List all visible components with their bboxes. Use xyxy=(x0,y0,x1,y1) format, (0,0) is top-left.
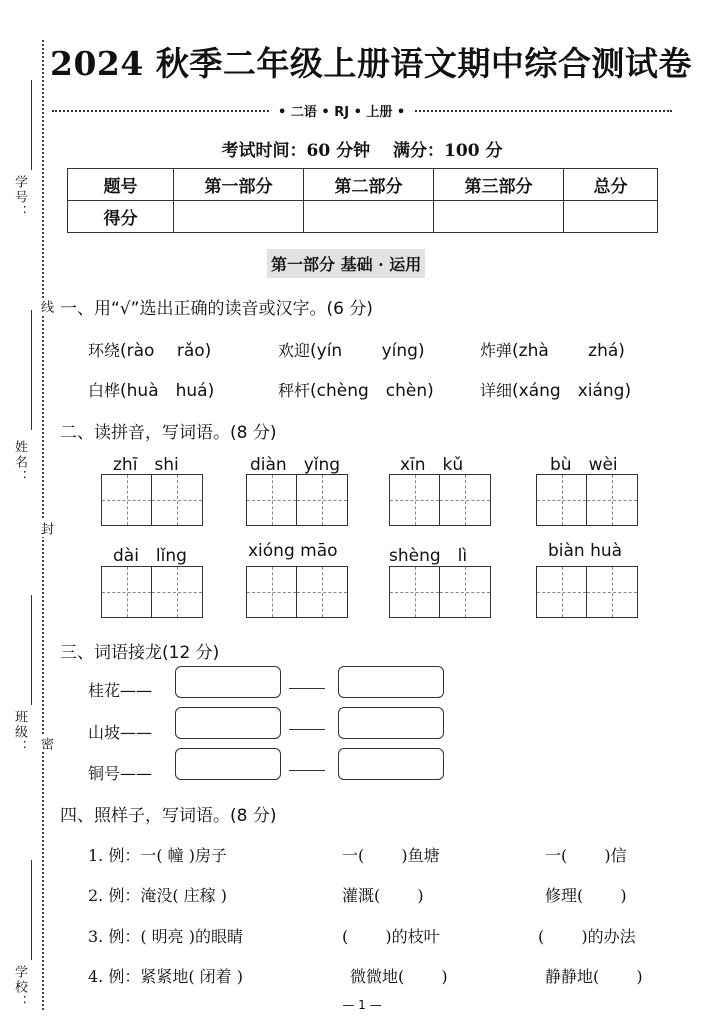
pinyin-label: shèng lì xyxy=(389,546,468,566)
pinyin-label: diàn yǐng xyxy=(250,455,341,475)
school-line xyxy=(31,860,32,960)
grid-cell[interactable] xyxy=(247,567,297,617)
part1-heading: 第一部分 基础 · 运用 xyxy=(267,249,425,278)
q4-blank[interactable]: 修理( ) xyxy=(545,886,627,905)
q1-item xyxy=(88,376,214,401)
score-cell[interactable] xyxy=(304,201,434,233)
score-table-score-row xyxy=(68,201,658,233)
q4-blank[interactable]: ( )的办法 xyxy=(538,927,636,946)
writing-grid[interactable] xyxy=(536,474,638,526)
grid-cell[interactable] xyxy=(440,567,490,617)
q1-word: 欢迎 xyxy=(278,341,311,360)
question-1-title: 一、用“√”选出正确的读音或汉字。(6 分) xyxy=(60,299,373,319)
exam-info: 考试时间：60 分钟 满分：100 分 xyxy=(221,141,503,161)
answer-box[interactable] xyxy=(338,748,444,780)
pinyin-label: bù wèi xyxy=(550,455,618,475)
q1-options[interactable]: (rào rǎo) xyxy=(120,341,212,361)
grid-cell[interactable] xyxy=(152,475,202,525)
question-3-title: 三、词语接龙(12 分) xyxy=(60,643,220,663)
connector-dash xyxy=(289,770,325,771)
pinyin-label: dài lǐng xyxy=(113,546,187,566)
writing-grid[interactable] xyxy=(246,474,348,526)
score-cell[interactable] xyxy=(174,201,304,233)
answer-box[interactable] xyxy=(175,707,281,739)
q4-blank[interactable]: 微微地( ) xyxy=(350,967,448,986)
q1-options[interactable]: (huà huá) xyxy=(120,381,215,401)
q4-blank[interactable]: 一( )信 xyxy=(545,846,627,865)
name-line xyxy=(31,310,32,430)
q1-word: 炸弹 xyxy=(480,341,513,360)
score-header-cell: 总分 xyxy=(564,169,658,201)
class-line xyxy=(31,595,32,705)
q1-options[interactable]: (chèng chèn) xyxy=(310,381,434,401)
connector-dash xyxy=(289,729,325,730)
grid-cell[interactable] xyxy=(102,475,152,525)
connector-dash xyxy=(289,688,325,689)
q1-word: 环绕 xyxy=(88,341,121,360)
score-cell[interactable] xyxy=(434,201,564,233)
q1-options[interactable]: (xáng xiáng) xyxy=(512,381,632,401)
score-header-cell: 题号 xyxy=(68,169,174,201)
q1-item xyxy=(278,376,434,401)
q1-item xyxy=(480,336,625,361)
q4-example: 4. 例：紧紧地( 闭着 ) xyxy=(88,967,244,986)
chain-start-word: 桂花—— xyxy=(88,681,153,700)
writing-grid[interactable] xyxy=(389,474,491,526)
page-number: — 1 — xyxy=(342,998,382,1012)
q1-word: 秤杆 xyxy=(278,381,311,400)
q4-blank[interactable]: 灌溉( ) xyxy=(342,886,424,905)
pinyin-label: xióng māo xyxy=(248,541,338,561)
q1-item xyxy=(480,376,631,401)
q1-options[interactable]: (zhà zhá) xyxy=(512,341,625,361)
score-header-cell: 第三部分 xyxy=(434,169,564,201)
q1-word: 白桦 xyxy=(88,381,121,400)
writing-grid[interactable] xyxy=(246,566,348,618)
answer-box[interactable] xyxy=(175,666,281,698)
answer-box[interactable] xyxy=(338,666,444,698)
score-header-cell: 第一部分 xyxy=(174,169,304,201)
subtitle: • 二语 • RJ • 上册 • xyxy=(270,101,413,120)
pinyin-label: xīn kǔ xyxy=(400,455,464,475)
grid-cell[interactable] xyxy=(247,475,297,525)
score-header-cell: 第二部分 xyxy=(304,169,434,201)
grid-cell[interactable] xyxy=(587,567,637,617)
q1-item xyxy=(278,336,425,361)
score-table xyxy=(67,168,658,233)
score-row-label: 得分 xyxy=(68,201,174,233)
q4-blank[interactable]: 静静地( ) xyxy=(545,967,643,986)
q1-item xyxy=(88,336,211,361)
grid-cell[interactable] xyxy=(587,475,637,525)
binding-mark-secret: 密 xyxy=(38,737,53,750)
writing-grid[interactable] xyxy=(101,566,203,618)
grid-cell[interactable] xyxy=(102,567,152,617)
writing-grid[interactable] xyxy=(536,566,638,618)
pinyin-label: biàn huà xyxy=(548,541,623,561)
q1-word: 详细 xyxy=(480,381,513,400)
q4-blank[interactable]: ( )的枝叶 xyxy=(342,927,440,946)
q4-example: 3. 例：( 明亮 )的眼睛 xyxy=(88,927,244,946)
binding-mark-seal: 封 xyxy=(38,522,53,535)
q4-example: 1. 例：一( 幢 )房子 xyxy=(88,846,228,865)
grid-cell[interactable] xyxy=(390,567,440,617)
question-2-title: 二、读拼音，写词语。(8 分) xyxy=(60,423,277,443)
name-label: 姓名： xyxy=(12,440,27,485)
question-4-title: 四、照样子，写词语。(8 分) xyxy=(60,806,277,826)
answer-box[interactable] xyxy=(338,707,444,739)
grid-cell[interactable] xyxy=(537,475,587,525)
grid-cell[interactable] xyxy=(390,475,440,525)
grid-cell[interactable] xyxy=(152,567,202,617)
pinyin-label: zhī shi xyxy=(113,455,179,475)
school-label: 学校： xyxy=(12,965,27,1010)
binding-mark-line: 线 xyxy=(38,300,53,313)
class-label: 班级： xyxy=(12,710,27,755)
grid-cell[interactable] xyxy=(297,567,347,617)
score-table-header-row xyxy=(68,169,658,201)
writing-grid[interactable] xyxy=(101,474,203,526)
chain-start-word: 铜号—— xyxy=(88,764,153,783)
q4-example: 2. 例：淹没( 庄稼 ) xyxy=(88,886,228,905)
q4-blank[interactable]: 一( )鱼塘 xyxy=(342,846,440,865)
q1-options[interactable]: (yín yíng) xyxy=(310,341,425,361)
grid-cell[interactable] xyxy=(297,475,347,525)
grid-cell[interactable] xyxy=(440,475,490,525)
student-number-label: 学号： xyxy=(12,175,27,220)
grid-cell[interactable] xyxy=(537,567,587,617)
page-title: 2024 秋季二年级上册语文期中综合测试卷 xyxy=(50,44,692,83)
score-cell[interactable] xyxy=(564,201,658,233)
writing-grid[interactable] xyxy=(389,566,491,618)
answer-box[interactable] xyxy=(175,748,281,780)
chain-start-word: 山坡—— xyxy=(88,723,153,742)
